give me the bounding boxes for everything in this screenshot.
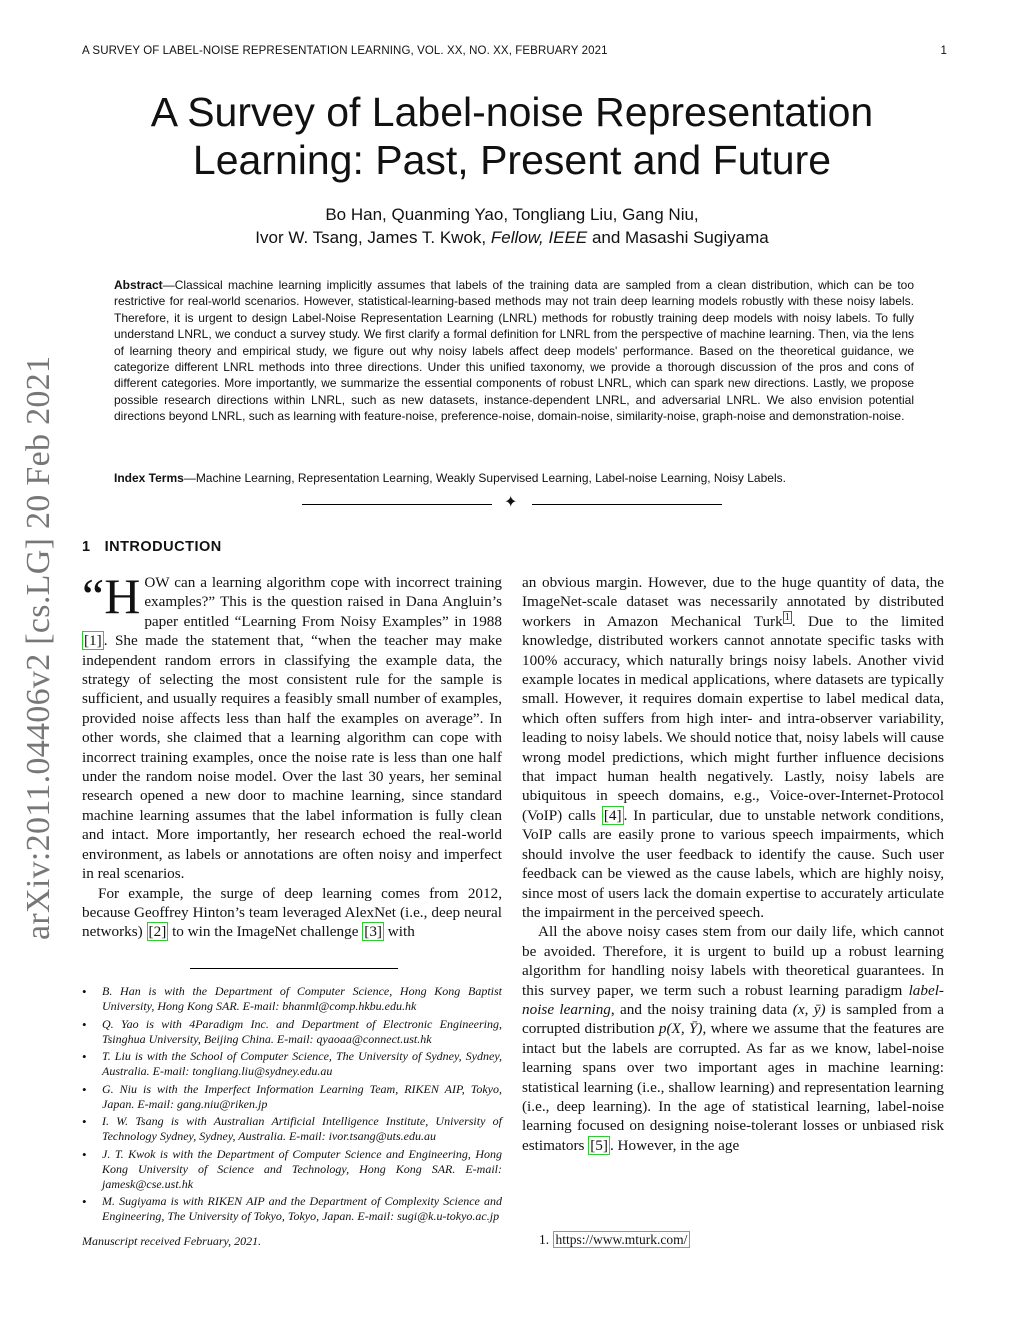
index-terms-text: —Machine Learning, Representation Learning, Weakly Supervised Learning, Label-noise Learning, Noisy Labels.	[183, 471, 786, 485]
author-list	[82, 203, 942, 249]
affiliation-text: M. Sugiyama is with RIKEN AIP and the Department of Complexity Science and Engineering, The University of Tokyo, Tokyo, Japan. E-mail: sugi@k.u-tokyo.ac.jp	[102, 1194, 502, 1223]
footnote-number: 1.	[539, 1232, 550, 1247]
affiliation-text: B. Han is with the Department of Computer Science, Hong Kong Baptist University, Hong Kong SAR. E-mail: bhanml@comp.hkbu.edu.hk	[102, 984, 502, 1013]
affiliation-item	[82, 984, 502, 1014]
intro-p2-a: For example, the surge of deep learning comes from 2012, because Geoffrey Hinton’s team leveraged AlexNet (i.e., deep neural networks)	[82, 884, 502, 941]
fellow-ieee: Fellow, IEEE	[490, 228, 588, 247]
diamond-icon: ✦	[504, 494, 518, 511]
abstract-label: Abstract	[114, 278, 163, 292]
right-paragraph-2	[522, 922, 944, 1155]
right-p2-c: is sampled from a corrupted distribution	[522, 1000, 944, 1038]
page-number: 1	[940, 45, 947, 57]
affiliation-item	[82, 1017, 502, 1047]
title-line-2: Learning: Past, Present and Future	[192, 137, 832, 183]
arxiv-stamp: arXiv:2011.04406v2 [cs.LG] 20 Feb 2021	[20, 355, 57, 940]
citation-link[interactable]: [4]	[603, 806, 622, 824]
affiliation-text: G. Niu is with the Imperfect Information Learning Team, RIKEN AIP, Tokyo, Japan. E-mail: gang.niu@riken.jp	[102, 1081, 502, 1111]
abstract	[114, 277, 914, 425]
bullet-icon: •	[82, 1146, 87, 1162]
affiliation-text: I. W. Tsang is with Australian Artificial Intelligence Institute, University of Technology Sydney, Sydney, Australia. E-mail: ivor.tsang@uts.edu.au	[102, 1114, 502, 1143]
footnote-rule	[190, 968, 398, 969]
intro-p2-c: with	[383, 923, 415, 941]
bullet-icon: •	[82, 1049, 87, 1064]
term-label-noise-learning: label-noise learning	[522, 981, 944, 1018]
bullet-icon: •	[82, 1081, 87, 1097]
index-terms-label: Index Terms	[114, 471, 184, 485]
authors-line-2-a: Ivor W. Tsang, James T. Kwok,	[255, 228, 491, 247]
citation-link[interactable]: [3]	[364, 923, 382, 941]
footnote-link[interactable]: 1	[784, 611, 790, 623]
right-p1-c: . In particular, due to unstable network conditions, VoIP calls are easily prone to various speech impairments, which should involve the user feedback to identify the cause. Such user feedback can be viewed as the cause labels, which are highly noisy, since most of users lack the domain expertise to accurately articulate the impairment in the perceived speech.	[522, 806, 944, 921]
drop-cap	[82, 568, 141, 624]
footnote	[539, 1232, 690, 1248]
citation-link[interactable]: [2]	[148, 923, 167, 941]
intro-p1-a: OW can a learning algorithm cope with incorrect training examples?” This is the question raised in Dana Angluin’s paper entitled “Learning From Noisy Examples” in 1988	[144, 574, 502, 630]
index-terms	[114, 470, 914, 486]
right-p1-b: . Due to the limited knowledge, distributed workers cannot annotate specific tasks with 100% accuracy, which naturally brings noisy labels. Another vivid example locates in medical applications, where datasets are typically small. However, it requires domain expertise to label medical data, which often suffers from high inter- and intra-observer variability, leading to noisy labels. We should notice that, noisy labels will cause wrong model predictions, which might further influence decisions that impact human health negatively. Lastly, noisy labels are ubiquitous in speech domains, e.g., Voice-over-Internet-Protocol (VoIP) calls	[522, 612, 944, 824]
paper-title	[82, 88, 942, 184]
bullet-icon: •	[82, 1016, 87, 1032]
section-heading	[82, 539, 222, 555]
section-number: 1	[82, 539, 91, 555]
drop-cap-letter: H	[104, 568, 141, 624]
affiliation-text: J. T. Kwok is with the Department of Computer Science and Engineering, Hong Kong University of Science and Technology, Hong Kong SAR. E-mail: jamesk@cse.ust.hk	[102, 1146, 502, 1191]
affiliation-item	[82, 1147, 502, 1192]
citation-link[interactable]: [5]	[590, 1136, 608, 1154]
right-p2-e: . However, in the age	[609, 1136, 740, 1154]
bullet-icon: •	[82, 1194, 87, 1209]
authors-line-2-b: and Masashi Sugiyama	[587, 228, 769, 247]
left-column	[82, 568, 502, 942]
intro-paragraph-1	[82, 568, 502, 884]
running-head	[82, 45, 947, 57]
right-paragraph-1	[522, 573, 944, 922]
running-head-text: A SURVEY OF LABEL-NOISE REPRESENTATION LEARNING, VOL. XX, NO. XX, FEBRUARY 2021	[82, 45, 608, 57]
affiliation-item	[82, 1082, 502, 1112]
footnote-url-link[interactable]: https://www.mturk.com/	[553, 1231, 691, 1248]
affiliation-text: T. Liu is with the School of Computer Science, The University of Sydney, Sydney, Australia. E-mail: tongliang.liu@sydney.edu.au	[102, 1049, 502, 1078]
affiliation-text: Q. Yao is with 4Paradigm Inc. and Department of Electronic Engineering, Tsinghua University, Beijing China. E-mail: qyaoaa@connect.ust.hk	[102, 1016, 502, 1046]
right-p1-a: an obvious margin. However, due to the huge quantity of data, the ImageNet-scale dataset was necessarily annotated by distributed workers in Amazon Mechanical Turk	[522, 574, 944, 630]
separator-rule-left	[302, 504, 492, 505]
intro-p1-b: . She made the statement that, “when the teacher may make independent random errors in classifying the example data, the strategy of selecting the most consistent rule for the sample is sufficient, and usually requires a feasibly small number of examples, provided noise affects less than half the examples on average”. In other words, she claimed that a learning algorithm can cope with incorrect training examples, once the noise rate is less than one half under the random noise model. Over the last 30 years, her seminal research opened a new door to machine learning, since standard machine learning assumes that the label information is fully clean and intact. More importantly, her research echoed the real-world environment, as labels or annotations are often noisy and imperfect in real scenarios.	[82, 632, 502, 883]
authors-line-2	[82, 226, 942, 249]
affiliations	[82, 984, 502, 1227]
abstract-text: —Classical machine learning implicitly assumes that labels of the training data are sampled from a clean distribution, which can be too restrictive for real-world scenarios. However, statistical-learning-based methods may not train deep learning models robustly with these noisy labels. Therefore, it is urgent to design Label-Noise Representation Learning (LNRL) methods for robustly training deep models with noisy labels. To fully understand LNRL, we conduct a survey study. We first clarify a formal definition for LNRL from the perspective of machine learning. Then, via the lens of learning theory and empirical study, we figure out why noisy labels affect deep models' performance. Based on the theoretical guidance, we categorize different LNRL methods into three directions. Under this unified taxonomy, we provide a thorough discussion of the pros and cons of different categories. More importantly, we summarize the essential components of robust LNRL, which can spark new directions. Lastly, we propose possible research directions within LNRL, such as new datasets, instance-dependent LNRL, and adversarial LNRL. We also envision potential directions beyond LNRL, such as learning with feature-noise, preference-noise, domain-noise, similarity-noise, graph-noise and demonstration-noise.	[114, 278, 914, 424]
title-line-1: A Survey of Label-noise Representation	[150, 89, 874, 135]
manuscript-note: Manuscript received February, 2021.	[82, 1234, 262, 1248]
bullet-icon: •	[82, 1114, 87, 1129]
intro-p2-b: to win the ImageNet challenge	[168, 923, 363, 941]
right-p2-d: , where we assume that the features are intact but the labels are corrupted. As far as we know, label-noise learning spans over two important ages in machine learning: statistical learning (i.e., shallow learning) and representation learning (i.e., deep learning). In the age of statistical learning, label-noise learning focused on designing noise-tolerant losses or unbiased risk estimators	[522, 1020, 944, 1154]
intro-paragraph-2	[82, 884, 502, 942]
math-corrupted-distribution: p(X, Ȳ)	[658, 1020, 703, 1038]
affiliation-item	[82, 1194, 502, 1224]
right-p2-a: All the above noisy cases stem from our daily life, which cannot be avoided. Therefore, it is urgent to build up a robust learning algorithm for handling noisy labels with theoretical guarantees. In this survey paper, we term such a robust learning paradigm	[522, 923, 944, 999]
drop-cap-quote: “	[82, 568, 105, 624]
affiliation-item	[82, 1114, 502, 1144]
right-p2-b: , and the noisy training data	[610, 1000, 793, 1018]
separator-rule-right	[532, 504, 722, 505]
section-title: INTRODUCTION	[104, 539, 222, 555]
bullet-icon: •	[82, 984, 87, 999]
citation-link[interactable]: [1]	[84, 632, 102, 650]
affiliation-item	[82, 1049, 502, 1079]
right-column	[522, 573, 944, 1155]
math-noisy-pair: (x, ȳ)	[792, 1000, 826, 1018]
authors-line-1: Bo Han, Quanming Yao, Tongliang Liu, Gang Niu,	[325, 205, 699, 224]
